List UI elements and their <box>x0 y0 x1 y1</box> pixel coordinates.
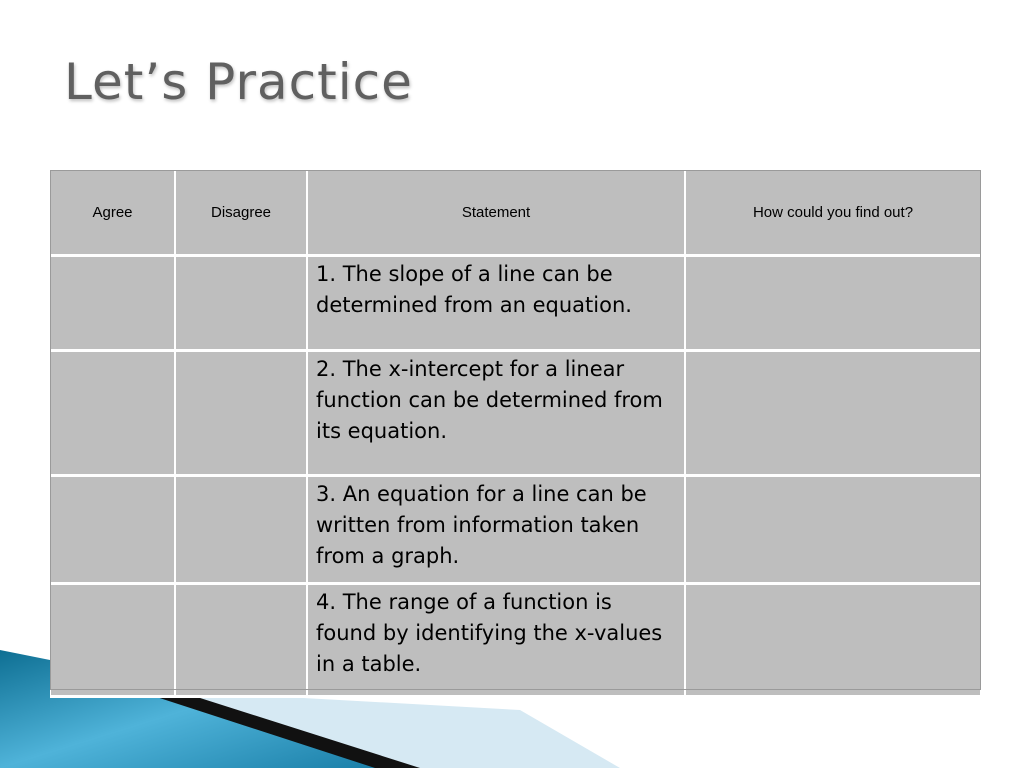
practice-table <box>50 170 982 698</box>
find-out-cell[interactable] <box>686 352 982 477</box>
agree-cell[interactable] <box>50 477 176 585</box>
find-out-cell[interactable] <box>686 257 982 352</box>
header-statement: Statement <box>308 170 686 257</box>
statement-cell: 4. The range of a function is found by identifying the x-values in a table. <box>308 585 686 698</box>
agree-cell[interactable] <box>50 352 176 477</box>
slide-title: Let’s Practice <box>64 53 413 111</box>
table-row <box>50 477 982 585</box>
statement-cell: 2. The x-intercept for a linear function can be determined from its equation. <box>308 352 686 477</box>
find-out-cell[interactable] <box>686 477 982 585</box>
statement-cell: 1. The slope of a line can be determined from an equation. <box>308 257 686 352</box>
find-out-cell[interactable] <box>686 585 982 698</box>
header-how-find-out: How could you find out? <box>686 170 982 257</box>
disagree-cell[interactable] <box>176 585 308 698</box>
header-agree: Agree <box>50 170 176 257</box>
table-row <box>50 257 982 352</box>
table-row <box>50 585 982 698</box>
agree-cell[interactable] <box>50 585 176 698</box>
disagree-cell[interactable] <box>176 257 308 352</box>
disagree-cell[interactable] <box>176 352 308 477</box>
statement-cell: 3. An equation for a line can be written from information taken from a graph. <box>308 477 686 585</box>
agree-cell[interactable] <box>50 257 176 352</box>
header-disagree: Disagree <box>176 170 308 257</box>
table-header-row <box>50 170 982 257</box>
table-row <box>50 352 982 477</box>
disagree-cell[interactable] <box>176 477 308 585</box>
